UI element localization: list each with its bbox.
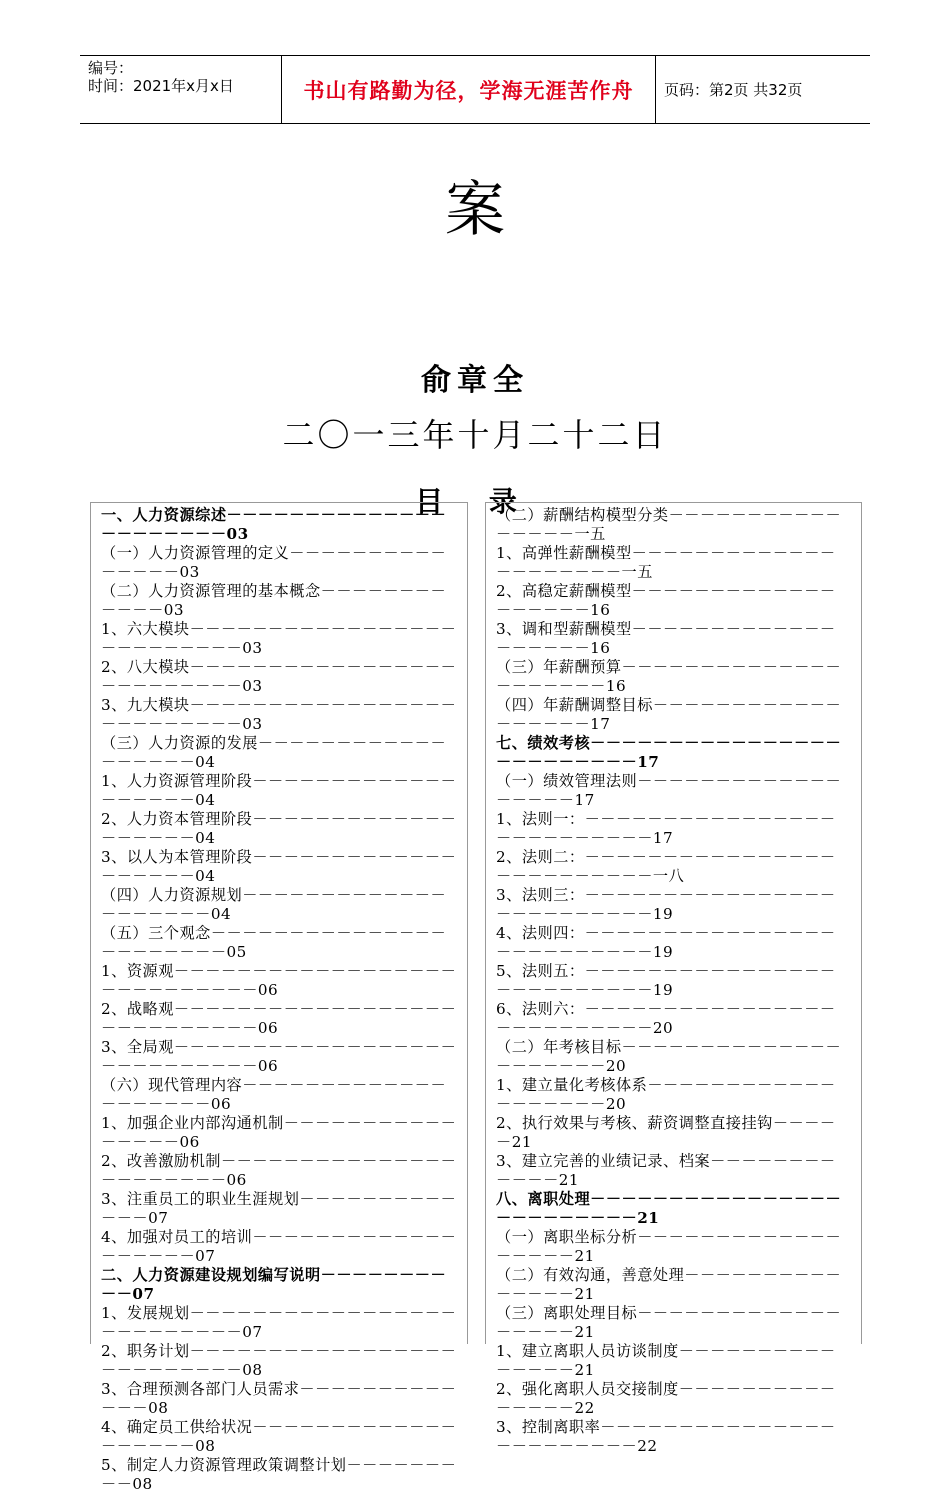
header-page-info: 页码：第2页 共32页: [664, 81, 803, 99]
toc-entry: 1、资源观－－－－－－－－－－－－－－－－－－－－－－－－－－－－06: [101, 962, 457, 999]
toc-entry: 2、职务计划－－－－－－－－－－－－－－－－－－－－－－－－－－08: [101, 1342, 457, 1379]
page-header: [80, 55, 870, 124]
toc-entry: 2、高稳定薪酬模型－－－－－－－－－－－－－－－－－－－16: [496, 582, 836, 619]
document-number-label: 编号：: [88, 59, 134, 77]
toc-entry: （二）人力资源管理的基本概念－－－－－－－－－－－－03: [101, 582, 447, 619]
toc-entry: 6、法则六：－－－－－－－－－－－－－－－－－－－－－－－－－－20: [496, 1000, 836, 1037]
toc-entry: （四）人力资源规划－－－－－－－－－－－－－－－－－－－－04: [101, 886, 447, 923]
toc-entry: （一）绩效管理法则－－－－－－－－－－－－－－－－－－17: [496, 772, 842, 809]
toc-entry: 1、人力资源管理阶段－－－－－－－－－－－－－－－－－－－04: [101, 772, 457, 809]
toc-entry: 3、控制离职率－－－－－－－－－－－－－－－－－－－－－－－－22: [496, 1418, 836, 1455]
toc-right-column: [485, 502, 862, 1455]
toc-entry: 2、战略观－－－－－－－－－－－－－－－－－－－－－－－－－－－－06: [101, 1000, 457, 1037]
toc-entry: 2、人力资本管理阶段－－－－－－－－－－－－－－－－－－－04: [101, 810, 457, 847]
toc-entry: 1、加强企业内部沟通机制－－－－－－－－－－－－－－－－06: [101, 1114, 457, 1151]
toc-entry: 4、加强对员工的培训－－－－－－－－－－－－－－－－－－－07: [101, 1228, 457, 1265]
toc-left-lines: [91, 503, 467, 1494]
document-time-label: 时间：2021年x月x日: [88, 77, 234, 95]
toc-entry: 5、制定人力资源管理政策调整计划－－－－－－－－－08: [101, 1456, 457, 1493]
toc-entry: 一、人力资源综述－－－－－－－－－－－－－－－－－－－－－－03: [101, 506, 447, 543]
toc-entry: 1、法则一：－－－－－－－－－－－－－－－－－－－－－－－－－－17: [496, 810, 836, 847]
toc-entry: 3、注重员工的职业生涯规划－－－－－－－－－－－－－07: [101, 1190, 457, 1227]
toc-entry: 3、建立完善的业绩记录、档案－－－－－－－－－－－－21: [496, 1152, 836, 1189]
toc-right-lines: [486, 503, 861, 1456]
toc-entry: （二）年考核目标－－－－－－－－－－－－－－－－－－－－－20: [496, 1038, 842, 1075]
toc-entry: （五）三个观念－－－－－－－－－－－－－－－－－－－－－－－05: [101, 924, 447, 961]
toc-entry: 1、建立离职人员访谈制度－－－－－－－－－－－－－－－21: [496, 1342, 836, 1379]
toc-entry: 3、以人为本管理阶段－－－－－－－－－－－－－－－－－－－04: [101, 848, 457, 885]
toc-entry: 3、调和型薪酬模型－－－－－－－－－－－－－－－－－－－16: [496, 620, 836, 657]
cover-author: 俞章全: [421, 363, 529, 398]
header-motto: 书山有路勤为径，学海无涯苦作舟: [281, 56, 656, 123]
toc-entry: 1、高弹性薪酬模型－－－－－－－－－－－－－－－－－－－－－一五: [496, 544, 836, 581]
cover-title-char: 案: [445, 175, 505, 245]
toc-title: 目 录: [415, 485, 535, 518]
toc-entry: （二）有效沟通，善意处理－－－－－－－－－－－－－－－21: [496, 1266, 842, 1303]
toc-entry: （六）现代管理内容－－－－－－－－－－－－－－－－－－－－06: [101, 1076, 447, 1113]
toc-entry: 2、执行效果与考核、薪资调整直接挂钩－－－－－21: [496, 1114, 836, 1151]
toc-entry: 4、确定员工供给状况－－－－－－－－－－－－－－－－－－－08: [101, 1418, 457, 1455]
toc-entry: 八、离职处理－－－－－－－－－－－－－－－－－－－－－－－－－21: [496, 1190, 842, 1227]
toc-entry: 2、法则二：－－－－－－－－－－－－－－－－－－－－－－－－－－一八: [496, 848, 836, 885]
toc-entry: 1、发展规划－－－－－－－－－－－－－－－－－－－－－－－－－－07: [101, 1304, 457, 1341]
toc-entry: （三）年薪酬预算－－－－－－－－－－－－－－－－－－－－－16: [496, 658, 842, 695]
toc-entry: 1、六大模块－－－－－－－－－－－－－－－－－－－－－－－－－－03: [101, 620, 457, 657]
toc-left-column: [90, 502, 468, 1493]
toc-entry: （三）离职处理目标－－－－－－－－－－－－－－－－－－21: [496, 1304, 842, 1341]
toc-entry: 3、全局观－－－－－－－－－－－－－－－－－－－－－－－－－－－－06: [101, 1038, 457, 1075]
toc-entry: 3、合理预测各部门人员需求－－－－－－－－－－－－－08: [101, 1380, 457, 1417]
toc-entry: 2、八大模块－－－－－－－－－－－－－－－－－－－－－－－－－－03: [101, 658, 457, 695]
toc-entry: （一）离职坐标分析－－－－－－－－－－－－－－－－－－21: [496, 1228, 842, 1265]
toc-entry: （一）人力资源管理的定义－－－－－－－－－－－－－－－03: [101, 544, 447, 581]
toc-entry: 3、法则三：－－－－－－－－－－－－－－－－－－－－－－－－－－19: [496, 886, 836, 923]
toc-entry: 5、法则五：－－－－－－－－－－－－－－－－－－－－－－－－－－19: [496, 962, 836, 999]
cover-date: 二〇一三年十月二十二日: [282, 416, 668, 454]
toc-entry: 3、九大模块－－－－－－－－－－－－－－－－－－－－－－－－－－03: [101, 696, 457, 733]
toc-entry: 2、改善激励机制－－－－－－－－－－－－－－－－－－－－－－－06: [101, 1152, 457, 1189]
toc-entry: （四）年薪酬调整目标－－－－－－－－－－－－－－－－－－17: [496, 696, 842, 733]
toc-entry: 4、法则四：－－－－－－－－－－－－－－－－－－－－－－－－－－19: [496, 924, 836, 961]
toc-entry: 1、建立量化考核体系－－－－－－－－－－－－－－－－－－－20: [496, 1076, 836, 1113]
toc-entry: 二、人力资源建设规划编写说明－－－－－－－－－－07: [101, 1266, 447, 1303]
toc-entry: 七、绩效考核－－－－－－－－－－－－－－－－－－－－－－－－－17: [496, 734, 842, 771]
toc-entry: （二）薪酬结构模型分类－－－－－－－－－－－－－－－－一五: [496, 506, 842, 543]
header-meta: [88, 56, 283, 126]
toc-entry: 2、强化离职人员交接制度－－－－－－－－－－－－－－－22: [496, 1380, 836, 1417]
toc-entry: （三）人力资源的发展－－－－－－－－－－－－－－－－－－04: [101, 734, 447, 771]
